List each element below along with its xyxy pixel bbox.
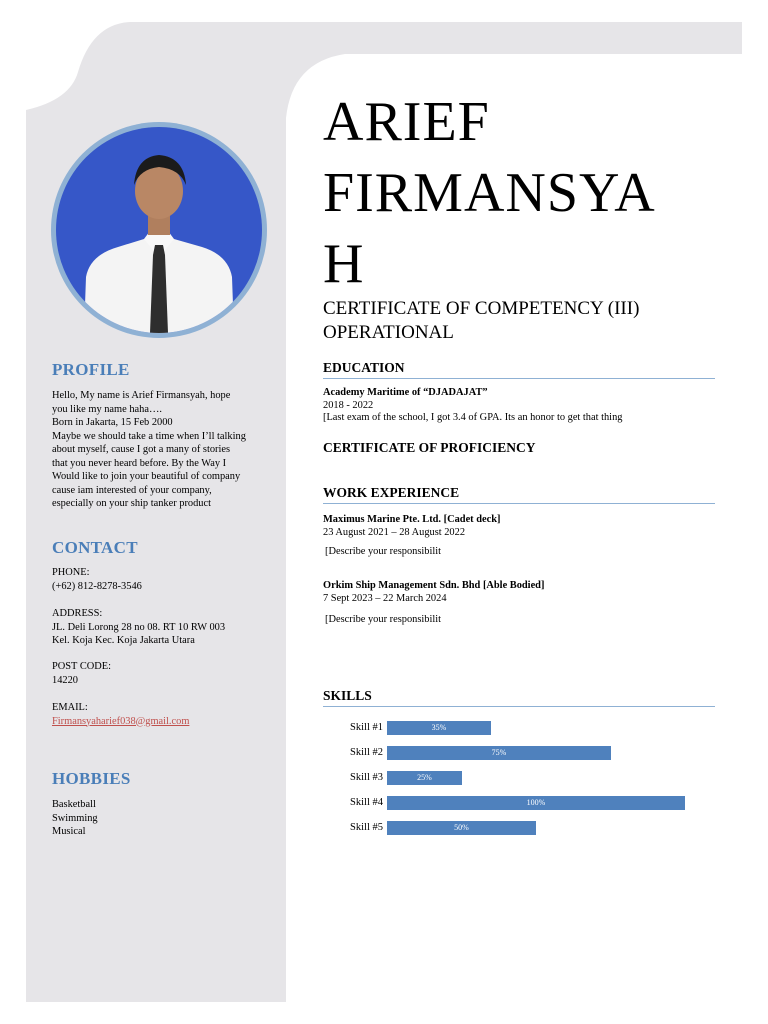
address-line: Kel. Koja Kec. Koja Jakarta Utara bbox=[52, 635, 195, 646]
profile-text bbox=[52, 389, 282, 511]
work-description[interactable]: [Describe your responsibilit bbox=[325, 614, 442, 625]
profile-line: cause iam interested of your company, bbox=[52, 484, 212, 496]
skill-label: Skill #3 bbox=[350, 772, 383, 783]
work-entry bbox=[323, 580, 715, 605]
work-entry bbox=[323, 514, 715, 539]
contact-heading: CONTACT bbox=[52, 538, 138, 557]
phone-label: PHONE: bbox=[52, 567, 90, 578]
name-line: ARIEF bbox=[323, 91, 490, 153]
skill-row bbox=[323, 720, 715, 736]
work-description[interactable]: [Describe your responsibilit bbox=[325, 546, 442, 557]
email-link[interactable]: Firmansyaharief038@gmail.com bbox=[52, 715, 190, 727]
profile-line: Born in Jakarta, 15 Feb 2000 bbox=[52, 417, 173, 428]
skill-row bbox=[323, 770, 715, 786]
name-line: FIRMANSYA bbox=[323, 162, 656, 224]
skill-row bbox=[323, 820, 715, 836]
skill-label: Skill #4 bbox=[350, 797, 383, 808]
postcode-value: 14220 bbox=[52, 674, 78, 686]
email-label: EMAIL: bbox=[52, 702, 88, 713]
profile-line: Hello, My name is Arief Firmansyah, hope bbox=[52, 390, 231, 401]
education-years: 2018 - 2022 bbox=[323, 399, 374, 411]
skill-label: Skill #1 bbox=[350, 722, 383, 733]
education-note: [Last exam of the school, I got 3.4 of GPA. Its an honor to get that thing bbox=[323, 412, 623, 423]
skill-label: Skill #2 bbox=[350, 747, 383, 758]
skill-percent: 25% bbox=[417, 773, 432, 782]
skills-heading: SKILLS bbox=[323, 688, 715, 707]
phone-value: (+62) 812-8278-3546 bbox=[52, 580, 142, 592]
proficiency-heading: CERTIFICATE OF PROFICIENCY bbox=[323, 440, 536, 455]
skill-percent: 50% bbox=[454, 823, 469, 832]
skill-track bbox=[387, 721, 685, 735]
profile-line: Would like to join your beautiful of company bbox=[52, 471, 241, 482]
skill-track bbox=[387, 821, 685, 835]
profile-line: especially on your ship tanker product bbox=[52, 498, 211, 509]
skill-percent: 100% bbox=[526, 798, 546, 807]
skill-label: Skill #5 bbox=[350, 822, 383, 833]
skill-track bbox=[387, 771, 685, 785]
certificate-line: CERTIFICATE OF COMPETENCY (III) bbox=[323, 298, 640, 319]
profile-line: about myself, cause I got a many of stories bbox=[52, 444, 231, 455]
profile-heading: PROFILE bbox=[52, 360, 130, 379]
contact-address bbox=[52, 607, 282, 648]
work-company: Maximus Marine Pte. Ltd. [Cadet deck] bbox=[323, 514, 501, 525]
contact-email bbox=[52, 701, 282, 728]
contact-phone bbox=[52, 566, 282, 593]
address-line: JL. Deli Lorong 28 no 08. RT 10 RW 003 bbox=[52, 621, 226, 633]
hobby-item: Swimming bbox=[52, 812, 98, 824]
profile-line: you like my name haha…. bbox=[52, 403, 162, 415]
contact-postcode bbox=[52, 660, 282, 687]
skill-track bbox=[387, 746, 685, 760]
profile-line: Maybe we should take a time when I’ll talking bbox=[52, 430, 246, 442]
skill-percent: 75% bbox=[491, 748, 507, 757]
profile-line: that you never heard before. By the Way I bbox=[52, 457, 227, 469]
name-line: H bbox=[323, 233, 365, 295]
postcode-label: POST CODE: bbox=[52, 661, 111, 672]
skill-track bbox=[387, 796, 685, 810]
hobbies-list bbox=[52, 798, 282, 839]
certificate-title bbox=[323, 297, 639, 345]
work-company: Orkim Ship Management Sdn. Bhd [Able Bodied] bbox=[323, 580, 545, 591]
work-dates: 7 Sept 2023 – 22 March 2024 bbox=[323, 592, 447, 604]
education-school: Academy Maritime of “DJADAJAT” bbox=[323, 387, 488, 398]
skill-row bbox=[323, 795, 715, 811]
profile-photo bbox=[56, 127, 262, 333]
address-label: ADDRESS: bbox=[52, 608, 103, 619]
hobbies-heading: HOBBIES bbox=[52, 769, 131, 788]
skill-row bbox=[323, 745, 715, 761]
education-entry bbox=[323, 387, 715, 425]
hobby-item: Musical bbox=[52, 826, 86, 837]
work-dates: 23 August 2021 – 28 August 2022 bbox=[323, 526, 466, 538]
profile-photo-frame bbox=[51, 122, 267, 338]
certificate-line: OPERATIONAL bbox=[323, 322, 454, 343]
work-heading: WORK EXPERIENCE bbox=[323, 485, 715, 504]
skill-percent: 35% bbox=[431, 723, 447, 732]
education-heading: EDUCATION bbox=[323, 360, 715, 379]
hobby-item: Basketball bbox=[52, 799, 96, 810]
